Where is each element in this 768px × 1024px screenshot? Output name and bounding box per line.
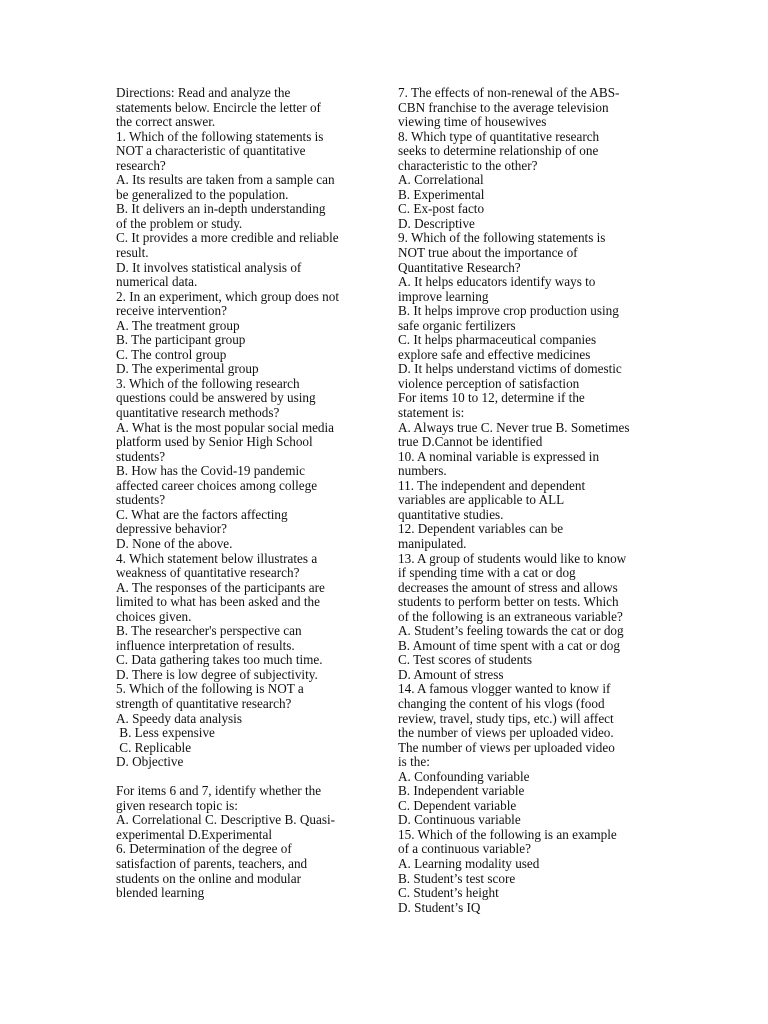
- text-line: Quantitative Research?: [398, 259, 521, 275]
- text-line: D. The experimental group: [116, 361, 259, 377]
- text-line: B. It helps improve crop production using: [398, 303, 619, 319]
- text-line: For items 10 to 12, determine if the: [398, 390, 585, 406]
- text-line: students on the online and modular: [116, 870, 301, 886]
- text-line: B. Less expensive: [116, 725, 215, 741]
- text-line: is the:: [398, 754, 430, 770]
- text-line: C. Ex-post facto: [398, 201, 485, 217]
- text-line: changing the content of his vlogs (food: [398, 695, 605, 711]
- text-line: numerical data.: [116, 274, 198, 290]
- text-line: C. It provides a more credible and reliable: [116, 230, 339, 246]
- text-line: review, travel, study tips, etc.) will affect: [398, 710, 614, 726]
- text-line: depressive behavior?: [116, 521, 227, 537]
- right-column: [398, 86, 660, 915]
- text-line: B. Experimental: [398, 186, 485, 202]
- text-line: 9. Which of the following statements is: [398, 230, 606, 246]
- text-line: D. Descriptive: [398, 215, 475, 231]
- text-line: research?: [116, 157, 166, 173]
- text-line: receive intervention?: [116, 303, 227, 319]
- text-line: quantitative studies.: [398, 506, 504, 522]
- text-line: B. It delivers an in-depth understanding: [116, 201, 326, 217]
- text-line: explore safe and effective medicines: [398, 346, 591, 362]
- text-line: 8. Which type of quantitative research: [398, 128, 600, 144]
- text-line: D. Student’s IQ: [398, 899, 481, 915]
- text-line: A. Student’s feeling towards the cat or dog: [398, 623, 624, 639]
- text-line: strength of quantitative research?: [116, 695, 292, 711]
- text-line: [116, 770, 374, 785]
- text-line: A. Speedy data analysis: [116, 710, 242, 726]
- text-line: be generalized to the population.: [116, 186, 289, 202]
- text-line: seeks to determine relationship of one: [398, 143, 599, 159]
- text-line: C. Student’s height: [398, 885, 499, 901]
- text-line: viewing time of housewives: [398, 114, 547, 130]
- text-line: 2. In an experiment, which group does not: [116, 288, 340, 304]
- text-line: Directions: Read and analyze the: [116, 85, 291, 100]
- text-line: the correct answer.: [116, 114, 216, 130]
- text-line: questions could be answered by using: [116, 390, 316, 406]
- text-line: safe organic fertilizers: [398, 317, 516, 333]
- left-column: [116, 86, 374, 901]
- text-line: C. Data gathering takes too much time.: [116, 652, 323, 668]
- text-line: 11. The independent and dependent: [398, 477, 586, 493]
- text-line: numbers.: [398, 463, 447, 479]
- text-line: affected career choices among college: [116, 477, 318, 493]
- text-line: violence perception of satisfaction: [398, 375, 580, 391]
- text-line: D. It involves statistical analysis of: [116, 259, 302, 275]
- text-line: A. Learning modality used: [398, 855, 540, 871]
- text-line: quantitative research methods?: [116, 405, 280, 421]
- text-line: experimental D.Experimental: [116, 826, 272, 842]
- text-line: C. It helps pharmaceutical companies: [398, 332, 597, 348]
- text-line: A. The responses of the participants are: [116, 579, 325, 595]
- text-line: students?: [116, 492, 166, 508]
- text-line: 4. Which statement below illustrates a: [116, 550, 318, 566]
- text-line: B. The researcher's perspective can: [116, 623, 302, 639]
- text-line: students to perform better on tests. Which: [398, 594, 619, 610]
- text-line: if spending time with a cat or dog: [398, 565, 576, 581]
- text-line: A. Its results are taken from a sample can: [116, 172, 335, 188]
- text-line: satisfaction of parents, teachers, and: [116, 855, 308, 871]
- text-line: 14. A famous vlogger wanted to know if: [398, 681, 611, 697]
- text-line: A. It helps educators identify ways to: [398, 274, 596, 290]
- text-line: given research topic is:: [116, 797, 238, 813]
- text-line: of a continuous variable?: [398, 841, 531, 857]
- text-line: B. Independent variable: [398, 783, 525, 799]
- text-line: A. Always true C. Never true B. Sometimes: [398, 419, 630, 435]
- text-line: B. Student’s test score: [398, 870, 516, 886]
- text-line: C. The control group: [116, 346, 227, 362]
- text-line: characteristic to the other?: [398, 157, 538, 173]
- text-line: D. There is low degree of subjectivity.: [116, 666, 318, 682]
- text-line: statements below. Encircle the letter of: [116, 99, 321, 115]
- text-line: C. Test scores of students: [398, 652, 532, 668]
- text-line: of the problem or study.: [116, 215, 243, 231]
- text-line: D. None of the above.: [116, 535, 233, 551]
- text-line: 6. Determination of the degree of: [116, 841, 292, 857]
- text-line: 3. Which of the following research: [116, 375, 300, 391]
- text-line: result.: [116, 245, 149, 261]
- text-line: B. How has the Covid-19 pandemic: [116, 463, 305, 479]
- text-line: the number of views per uploaded video.: [398, 725, 614, 741]
- text-line: For items 6 and 7, identify whether the: [116, 783, 322, 799]
- text-line: 1. Which of the following statements is: [116, 128, 324, 144]
- text-line: 15. Which of the following is an example: [398, 826, 617, 842]
- text-line: decreases the amount of stress and allows: [398, 579, 618, 595]
- text-line: B. Amount of time spent with a cat or dog: [398, 637, 620, 653]
- text-line: statement is:: [398, 405, 465, 421]
- text-line: manipulated.: [398, 535, 467, 551]
- text-line: 5. Which of the following is NOT a: [116, 681, 304, 697]
- text-line: D. Amount of stress: [398, 666, 504, 682]
- text-line: A. What is the most popular social media: [116, 419, 335, 435]
- text-line: A. Correlational: [398, 172, 484, 188]
- text-line: platform used by Senior High School: [116, 434, 313, 450]
- text-line: 13. A group of students would like to know: [398, 550, 627, 566]
- text-line: blended learning: [116, 885, 205, 901]
- text-line: 10. A nominal variable is expressed in: [398, 448, 600, 464]
- text-line: D. Objective: [116, 754, 184, 770]
- text-line: limited to what has been asked and the: [116, 594, 320, 610]
- text-line: C. What are the factors affecting: [116, 506, 288, 522]
- text-line: C. Dependent variable: [398, 797, 517, 813]
- text-line: improve learning: [398, 288, 489, 304]
- text-line: D. It helps understand victims of domestic: [398, 361, 622, 377]
- text-line: NOT true about the importance of: [398, 245, 578, 261]
- text-line: A. The treatment group: [116, 317, 240, 333]
- text-line: D. Continuous variable: [398, 812, 521, 828]
- text-line: C. Replicable: [116, 739, 192, 755]
- text-line: 12. Dependent variables can be: [398, 521, 564, 537]
- text-line: CBN franchise to the average television: [398, 99, 609, 115]
- text-line: variables are applicable to ALL: [398, 492, 565, 508]
- text-line: The number of views per uploaded video: [398, 739, 615, 755]
- text-line: A. Correlational C. Descriptive B. Quasi-: [116, 812, 336, 828]
- text-line: true D.Cannot be identified: [398, 434, 543, 450]
- text-line: NOT a characteristic of quantitative: [116, 143, 306, 159]
- text-line: choices given.: [116, 608, 192, 624]
- text-line: influence interpretation of results.: [116, 637, 295, 653]
- text-line: B. The participant group: [116, 332, 246, 348]
- text-line: A. Confounding variable: [398, 768, 530, 784]
- text-line: of the following is an extraneous variable?: [398, 608, 623, 624]
- text-line: weakness of quantitative research?: [116, 565, 300, 581]
- text-line: students?: [116, 448, 166, 464]
- text-line: 7. The effects of non-renewal of the ABS-: [398, 85, 620, 100]
